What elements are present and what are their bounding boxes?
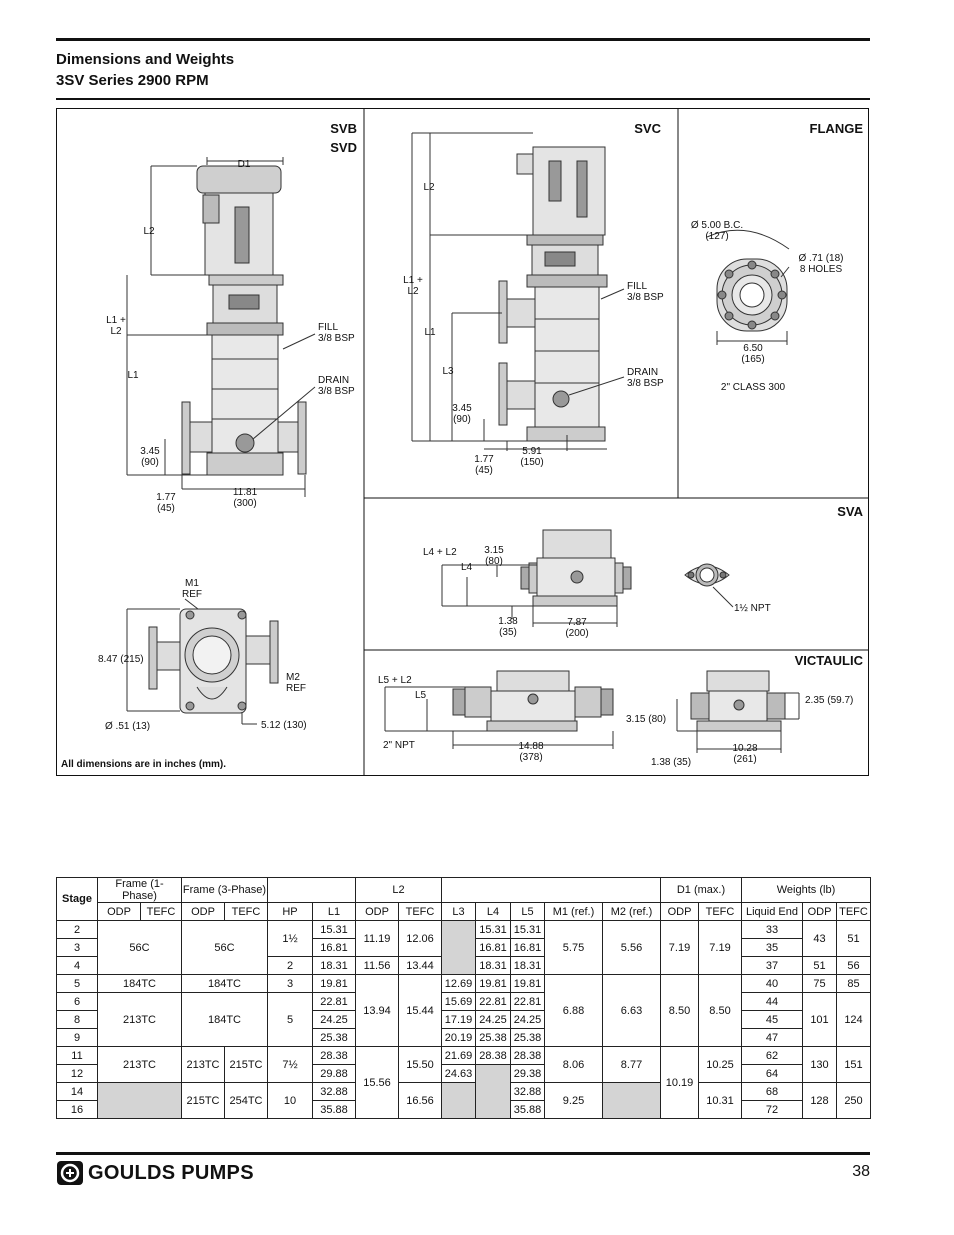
- table-cell: 8: [57, 1011, 98, 1029]
- table-cell: 11.19: [356, 921, 399, 957]
- table-cell: 40: [742, 975, 803, 993]
- table-cell: 11: [57, 1047, 98, 1065]
- table-cell: 10.25: [699, 1047, 742, 1083]
- table-cell: 75: [803, 975, 837, 993]
- table-cell-empty: [442, 1083, 476, 1119]
- table-cell: 213TC: [98, 1047, 182, 1083]
- table-cell: 15.44: [399, 975, 442, 1047]
- col-header: ODP: [661, 903, 699, 921]
- weights-header: Weights (lb): [742, 878, 871, 903]
- table-cell: 25.38: [476, 1029, 511, 1047]
- vic-1028-label: 10.28 (261): [732, 743, 758, 765]
- table-cell: 22.81: [313, 993, 356, 1011]
- page-title: [56, 49, 234, 91]
- sva-787-label: 7.87 (200): [565, 617, 589, 639]
- table-cell: 12.69: [442, 975, 476, 993]
- table-cell: 32.88: [313, 1083, 356, 1101]
- drawing-lines: [57, 109, 868, 775]
- table-cell: 12: [57, 1065, 98, 1083]
- vic-npt-label: 2" NPT: [383, 740, 415, 751]
- vic-235-label: 2.35 (59.7): [805, 695, 854, 706]
- table-header-row-1: [57, 878, 871, 903]
- col-header: ODP: [803, 903, 837, 921]
- table-cell: 7½: [268, 1047, 313, 1083]
- table-cell: 184TC: [98, 975, 182, 993]
- table-cell: 5.56: [603, 921, 661, 975]
- table-cell: 213TC: [98, 993, 182, 1047]
- table-cell: 16.81: [476, 939, 511, 957]
- table-cell: 24.25: [511, 1011, 545, 1029]
- table-cell: 9: [57, 1029, 98, 1047]
- table-cell-empty: [98, 1083, 182, 1119]
- table-cell: 124: [837, 993, 871, 1047]
- table-cell: 9.25: [545, 1083, 603, 1119]
- table-cell: 22.81: [511, 993, 545, 1011]
- svc-591-label: 5.91 (150): [520, 446, 544, 468]
- table-cell: 16.56: [399, 1083, 442, 1119]
- table-cell: 1½: [268, 921, 313, 957]
- table-cell: 10: [268, 1083, 313, 1119]
- svb-m2-label: M2 REF: [286, 672, 306, 694]
- frame3-header: Frame (3-Phase): [182, 878, 268, 903]
- table-cell: 5.75: [545, 921, 603, 975]
- table-cell: 14: [57, 1083, 98, 1101]
- table-cell: 3: [57, 939, 98, 957]
- table-cell: 130: [803, 1047, 837, 1083]
- vic-138-label: 1.38 (35): [651, 757, 692, 768]
- table-cell: 184TC: [182, 975, 268, 993]
- col-header: ODP: [356, 903, 399, 921]
- table-cell: 12.06: [399, 921, 442, 957]
- svb-m1-label: M1 REF: [182, 578, 202, 600]
- svc-drain-label: DRAIN 3/8 BSP: [627, 367, 664, 389]
- brand-name: GOULDS PUMPS: [88, 1161, 254, 1184]
- table-cell: 11.56: [356, 957, 399, 975]
- table-cell: 56: [837, 957, 871, 975]
- table-row: [57, 975, 871, 993]
- col-header: HP: [268, 903, 313, 921]
- svc-l2-label: L2: [423, 182, 435, 193]
- dimension-drawing: [56, 108, 869, 776]
- table-cell: 19.81: [511, 975, 545, 993]
- table-cell: 16: [57, 1101, 98, 1119]
- table-cell: 18.31: [511, 957, 545, 975]
- col-header: TEFC: [399, 903, 442, 921]
- table-cell: 4: [57, 957, 98, 975]
- table-cell: 17.19: [442, 1011, 476, 1029]
- table-cell: 15.69: [442, 993, 476, 1011]
- table-cell: 33: [742, 921, 803, 939]
- sva-title: SVA: [837, 504, 863, 519]
- svb-svd-title: SVB SVD: [330, 121, 357, 155]
- table-cell: 15.31: [313, 921, 356, 939]
- table-cell: 15.56: [356, 1047, 399, 1119]
- table-cell: 10.31: [699, 1083, 742, 1119]
- svb-177-label: 1.77 (45): [156, 492, 176, 514]
- page-number: 38: [852, 1163, 870, 1180]
- table-cell: 8.77: [603, 1047, 661, 1083]
- table-cell: 15.50: [399, 1047, 442, 1083]
- table-cell: 28.38: [313, 1047, 356, 1065]
- table-cell: 15.31: [476, 921, 511, 939]
- svb-345-label: 3.45 (90): [140, 446, 160, 468]
- table-cell-empty: [476, 1065, 511, 1119]
- victaulic-drawing: [385, 671, 799, 753]
- table-cell: 64: [742, 1065, 803, 1083]
- table-cell: 18.31: [476, 957, 511, 975]
- table-cell: 5: [57, 975, 98, 993]
- svc-fill-label: FILL 3/8 BSP: [627, 281, 664, 303]
- table-cell: 28.38: [476, 1047, 511, 1065]
- l2-header: L2: [356, 878, 442, 903]
- svc-l3-label: L3: [442, 366, 454, 377]
- table-cell: 56C: [98, 921, 182, 975]
- blank-header: [442, 878, 661, 903]
- frame1-header: Frame (1-Phase): [98, 878, 182, 903]
- victaulic-title: VICTAULIC: [794, 653, 863, 668]
- svc-l1-label: L1: [424, 327, 436, 338]
- table-cell: 8.06: [545, 1047, 603, 1083]
- title-line-1: Dimensions and Weights: [56, 51, 235, 68]
- col-header: L4: [476, 903, 511, 921]
- table-header-row-2: [57, 903, 871, 921]
- flange-650-label: 6.50 (165): [741, 343, 765, 365]
- table-cell: 22.81: [476, 993, 511, 1011]
- table-cell: 7.19: [661, 921, 699, 975]
- table-cell: 2: [268, 957, 313, 975]
- svb-512-label: 5.12 (130): [261, 720, 307, 731]
- footer-rule: [56, 1152, 870, 1155]
- table-cell: 29.88: [313, 1065, 356, 1083]
- table-cell: 13.94: [356, 975, 399, 1047]
- col-header: ODP: [98, 903, 141, 921]
- stage-header: Stage: [57, 878, 98, 921]
- title-line-2: 3SV Series 2900 RPM: [56, 72, 209, 89]
- dimensions-table: [56, 877, 871, 1119]
- col-header: L3: [442, 903, 476, 921]
- table-row: [57, 921, 871, 939]
- hp-l1-blank-header: [268, 878, 356, 903]
- table-cell: 215TC: [225, 1047, 268, 1083]
- table-cell: 85: [837, 975, 871, 993]
- goulds-logo-icon: [56, 1160, 84, 1186]
- svc-pump-drawing: [412, 133, 624, 451]
- table-cell: 184TC: [182, 993, 268, 1047]
- svc-l1-l2-label: L1 + L2: [403, 275, 423, 297]
- col-header: TEFC: [699, 903, 742, 921]
- table-cell: 6.88: [545, 975, 603, 1047]
- table-cell-empty: [442, 921, 476, 975]
- col-header: TEFC: [141, 903, 182, 921]
- table-cell: 45: [742, 1011, 803, 1029]
- table-cell: 43: [803, 921, 837, 957]
- table-cell: 128: [803, 1083, 837, 1119]
- table-cell: 32.88: [511, 1083, 545, 1101]
- table-cell: 24.25: [313, 1011, 356, 1029]
- table-cell: 24.63: [442, 1065, 476, 1083]
- table-cell: 72: [742, 1101, 803, 1119]
- table-cell: 37: [742, 957, 803, 975]
- table-cell: 35: [742, 939, 803, 957]
- flange-title: FLANGE: [809, 121, 863, 136]
- table-cell: 254TC: [225, 1083, 268, 1119]
- table-cell: 51: [803, 957, 837, 975]
- table-cell: 151: [837, 1047, 871, 1083]
- table-cell: 6: [57, 993, 98, 1011]
- flange-drawing: [707, 230, 789, 345]
- table-cell: 5: [268, 993, 313, 1047]
- svb-fill-label: FILL 3/8 BSP: [318, 322, 355, 344]
- top-rule: [56, 38, 870, 41]
- col-header: ODP: [182, 903, 225, 921]
- col-header: TEFC: [837, 903, 871, 921]
- flange-holes-label: Ø .71 (18) 8 HOLES: [798, 253, 844, 275]
- table-cell: 21.69: [442, 1047, 476, 1065]
- table-cell: 20.19: [442, 1029, 476, 1047]
- table-cell-empty: [603, 1083, 661, 1119]
- table-cell: 35.88: [511, 1101, 545, 1119]
- table-cell: 3: [268, 975, 313, 993]
- sva-l4-l2-label: L4 + L2: [423, 547, 457, 558]
- sva-315-label: 3.15 (80): [484, 545, 504, 567]
- sva-138-label: 1.38 (35): [498, 616, 518, 638]
- table-cell: 19.81: [313, 975, 356, 993]
- svb-1181-label: 11.81 (300): [232, 487, 258, 509]
- table-cell: 28.38: [511, 1047, 545, 1065]
- table-row: [57, 1047, 871, 1065]
- table-cell: 7.19: [699, 921, 742, 975]
- table-cell: 44: [742, 993, 803, 1011]
- table-cell: 101: [803, 993, 837, 1047]
- table-cell: 8.50: [661, 975, 699, 1047]
- table-cell: 25.38: [511, 1029, 545, 1047]
- table-cell: 51: [837, 921, 871, 957]
- svb-bottom-view: [127, 599, 278, 724]
- svb-l2-label: L2: [143, 226, 155, 237]
- table-cell: 29.38: [511, 1065, 545, 1083]
- table-cell: 13.44: [399, 957, 442, 975]
- col-header: L5: [511, 903, 545, 921]
- table-cell: 2: [57, 921, 98, 939]
- flange-bc-label: Ø 5.00 B.C. (127): [690, 220, 744, 242]
- table-cell: 35.88: [313, 1101, 356, 1119]
- svb-l1-l2-label: L1 + L2: [106, 315, 126, 337]
- svb-d1-label: D1: [237, 159, 251, 170]
- col-header: M1 (ref.): [545, 903, 603, 921]
- table-cell: 62: [742, 1047, 803, 1065]
- col-header: M2 (ref.): [603, 903, 661, 921]
- table-row: [57, 1083, 871, 1101]
- table-row: [57, 993, 871, 1011]
- flange-class-label: 2" CLASS 300: [720, 382, 786, 393]
- d1-header: D1 (max.): [661, 878, 742, 903]
- svb-dia-51-label: Ø .51 (13): [105, 721, 151, 732]
- goulds-logo: [56, 1159, 254, 1187]
- units-note: All dimensions are in inches (mm).: [61, 759, 227, 770]
- sva-npt-label: 1½ NPT: [734, 603, 771, 614]
- table-cell: 6.63: [603, 975, 661, 1047]
- table-cell: 56C: [182, 921, 268, 975]
- table-cell: 47: [742, 1029, 803, 1047]
- table-cell: 68: [742, 1083, 803, 1101]
- vic-l5-label: L5: [415, 690, 427, 701]
- table-cell: 25.38: [313, 1029, 356, 1047]
- vic-l5-l2-label: L5 + L2: [378, 675, 412, 686]
- col-header: TEFC: [225, 903, 268, 921]
- title-rule: [56, 98, 870, 100]
- table-cell: 213TC: [182, 1047, 225, 1083]
- vic-315-label: 3.15 (80): [626, 714, 667, 725]
- table-cell: 19.81: [476, 975, 511, 993]
- table-cell: 18.31: [313, 957, 356, 975]
- table-cell: 16.81: [511, 939, 545, 957]
- table-cell: 15.31: [511, 921, 545, 939]
- table-cell: 24.25: [476, 1011, 511, 1029]
- svb-847-label: 8.47 (215): [98, 654, 144, 665]
- col-header: L1: [313, 903, 356, 921]
- svb-l1-label: L1: [127, 370, 139, 381]
- svc-345-label: 3.45 (90): [452, 403, 472, 425]
- svb-drain-label: DRAIN 3/8 BSP: [318, 375, 355, 397]
- svc-177-label: 1.77 (45): [474, 454, 494, 476]
- svc-title: SVC: [634, 121, 661, 136]
- table-cell: 250: [837, 1083, 871, 1119]
- col-header: Liquid End: [742, 903, 803, 921]
- sva-l4-label: L4: [461, 562, 473, 573]
- table-cell: 215TC: [182, 1083, 225, 1119]
- table-cell: 10.19: [661, 1047, 699, 1119]
- table-cell: 8.50: [699, 975, 742, 1047]
- vic-1488-label: 14.88 (378): [518, 741, 544, 763]
- table-cell: 16.81: [313, 939, 356, 957]
